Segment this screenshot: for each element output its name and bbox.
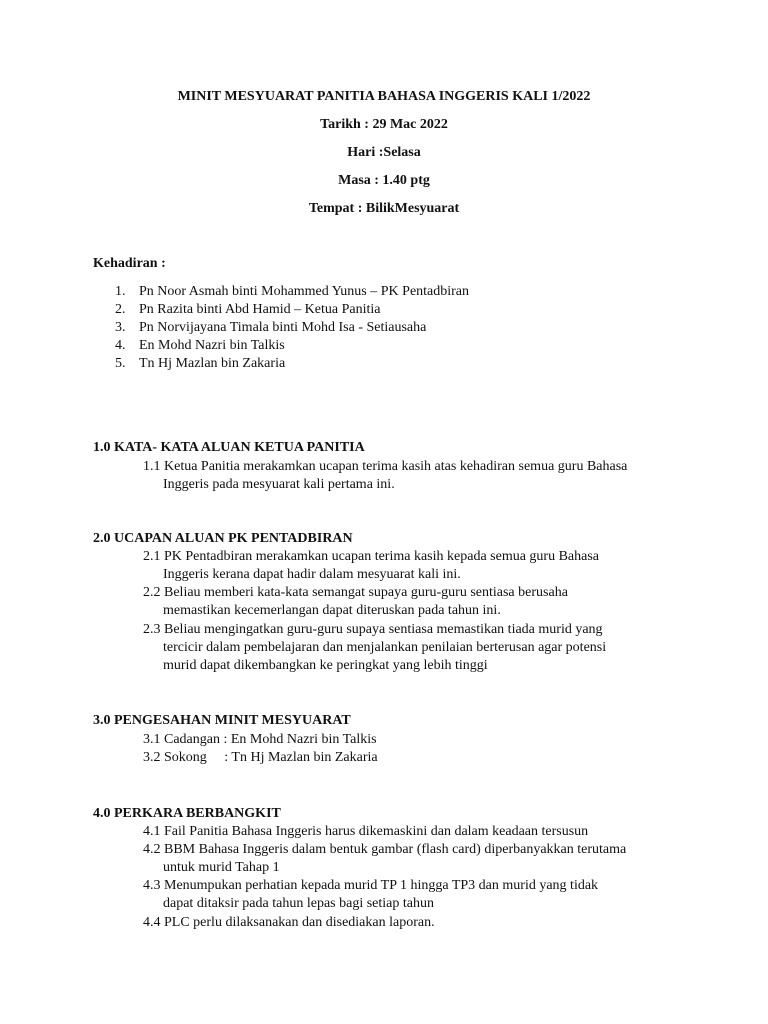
section-item <box>143 458 703 494</box>
attendance-name: Pn Noor Asmah binti Mohammed Yunus – PK Pentadbiran <box>139 284 470 299</box>
section-item <box>143 823 703 841</box>
attendance-number: 5. <box>115 356 126 371</box>
item-line: Inggeris pada mesyuarat kali pertama ini. <box>163 477 395 492</box>
attendance-number: 2. <box>115 302 126 317</box>
item-line: 2.2 Beliau memberi kata-kata semangat supaya guru-guru sentiasa berusaha <box>143 585 568 600</box>
section-item <box>143 749 703 767</box>
attendance-number: 1. <box>115 284 126 299</box>
section-heading: 3.0 PENGESAHAN MINIT MESYUARAT <box>93 713 351 728</box>
attendance-number: 4. <box>115 338 126 353</box>
item-line: dapat ditaksir pada tahun lepas bagi setiap tahun <box>163 896 434 911</box>
attendance-item <box>115 283 469 301</box>
attendance-item <box>115 319 426 337</box>
section-item <box>143 584 703 620</box>
item-line: 3.1 Cadangan : En Mohd Nazri bin Talkis <box>143 732 377 747</box>
item-line: 2.3 Beliau mengingatkan guru-guru supaya sentiasa memastikan tiada murid yang <box>143 622 603 637</box>
section-item <box>143 548 703 584</box>
item-line: murid dapat dikembangkan ke peringkat yang lebih tinggi <box>163 658 488 673</box>
item-line: 4.3 Menumpukan perhatian kepada murid TP 1 hingga TP3 dan murid yang tidak <box>143 878 599 893</box>
meeting-time: Masa : 1.40 ptg <box>338 173 430 188</box>
item-line: 3.2 Sokong : Tn Hj Mazlan bin Zakaria <box>143 750 378 765</box>
item-line: memastikan kecemerlangan dapat diteruskan pada tahun ini. <box>163 603 501 618</box>
attendance-name: Tn Hj Mazlan bin Zakaria <box>139 356 286 371</box>
item-line: Inggeris kerana dapat hadir dalam mesyuarat kali ini. <box>163 567 461 582</box>
item-line: untuk murid Tahap 1 <box>163 860 280 875</box>
attendance-item <box>115 355 285 373</box>
section-item <box>143 877 703 913</box>
item-line: tercicir dalam pembelajaran dan menjalankan penilaian berterusan agar potensi <box>163 640 607 655</box>
section-item <box>143 841 703 877</box>
item-line: 4.2 BBM Bahasa Inggeris dalam bentuk gambar (flash card) diperbanyakkan terutama <box>143 842 627 857</box>
attendance-name: Pn Norvijayana Timala binti Mohd Isa - Setiausaha <box>139 320 427 335</box>
section-item <box>143 621 703 675</box>
attendance-item <box>115 337 285 355</box>
item-line: 2.1 PK Pentadbiran merakamkan ucapan terima kasih kepada semua guru Bahasa <box>143 549 600 564</box>
section-item <box>143 914 703 932</box>
attendance-number: 3. <box>115 320 126 335</box>
attendance-name: En Mohd Nazri bin Talkis <box>139 338 285 353</box>
meeting-place: Tempat : BilikMesyuarat <box>308 201 460 216</box>
section-heading: 4.0 PERKARA BERBANGKIT <box>93 806 281 821</box>
item-line: 1.1 Ketua Panitia merakamkan ucapan terima kasih atas kehadiran semua guru Bahasa <box>143 459 628 474</box>
section-item <box>143 731 703 749</box>
document-title: MINIT MESYUARAT PANITIA BAHASA INGGERIS KALI 1/2022 <box>177 89 591 104</box>
attendance-label: Kehadiran : <box>93 256 166 271</box>
meeting-date: Tarikh : 29 Mac 2022 <box>320 117 448 132</box>
section-heading: 1.0 KATA- KATA ALUAN KETUA PANITIA <box>93 440 365 455</box>
attendance-item <box>115 301 380 319</box>
meeting-day: Hari :Selasa <box>347 145 421 160</box>
item-line: 4.4 PLC perlu dilaksanakan dan disediakan laporan. <box>143 915 435 930</box>
attendance-name: Pn Razita binti Abd Hamid – Ketua Panitia <box>139 302 381 317</box>
item-line: 4.1 Fail Panitia Bahasa Inggeris harus dikemaskini dan dalam keadaan tersusun <box>143 824 589 839</box>
section-heading: 2.0 UCAPAN ALUAN PK PENTADBIRAN <box>93 531 353 546</box>
